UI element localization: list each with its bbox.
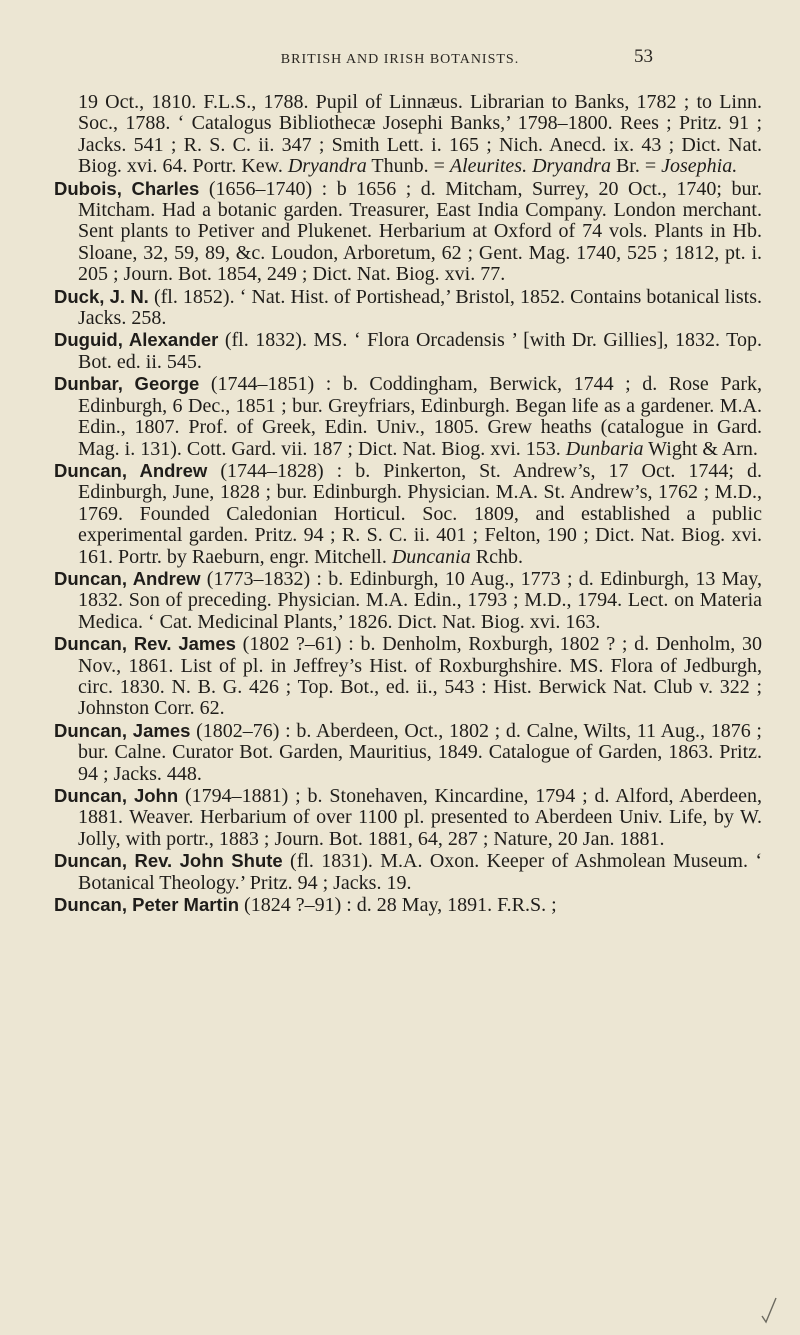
italic-taxon: Dunbaria [565, 437, 644, 460]
entry-text: (1824 ?–91) : d. 28 May, 1891. F.R.S. ; [239, 894, 557, 917]
botanist-name: Duguid, Alexander [54, 329, 219, 351]
entry-text: Rchb. [470, 545, 523, 568]
page-number: 53 [634, 46, 653, 67]
italic-taxon: Aleurites. Dryandra [449, 155, 611, 178]
botanist-name: Duck, J. N. [54, 285, 149, 307]
entry-text: (1802–76) : b. Aberdeen, Oct., 1802 ; d. Calne, Wilts, 11 Aug., 1876 ; bur. Calne. Curator Bot. Garden, Mauritius, 1849. Catalogue of Garden, 1863. Pritz. 94 ; Jacks. 448. [78, 719, 762, 785]
botanist-name: Duncan, Andrew [54, 459, 208, 481]
entry-list [54, 92, 762, 916]
entry-text: Br. = [610, 155, 662, 178]
botanist-entry [54, 720, 762, 785]
botanist-name: Duncan, Peter Martin [54, 894, 240, 916]
botanist-entry [54, 329, 762, 373]
italic-taxon: Dryandra [287, 155, 367, 178]
pencil-checkmark-icon [760, 1296, 778, 1324]
entry-text: (1744–1851) : b. Coddingham, Berwick, 1744 ; d. Rose Park, Edinburgh, 6 Dec., 1851 ; bur. Greyfriars, Edinburgh. Began life as a gardener. M.A. Edin., 1807. Prof. of Greek, Edin. Univ., 1805. Grew heaths (catalogue in Gard. Mag. i. 131). Cott. Gard. vii. 187 ; Dict. Nat. Biog. xvi. 153. [78, 373, 762, 460]
botanist-entry [54, 373, 762, 460]
botanist-entry [54, 850, 762, 894]
botanist-name: Dunbar, George [54, 373, 200, 395]
entry-text: (1744–1828) : b. Pinkerton, St. Andrew’s, 17 Oct. 1744; d. Edinburgh, June, 1828 ; bur. Edinburgh. Physician. M.A. St. Andrew’s, 1762 ; M.D., 1769. Founded Caledonian Horticul. Soc. 1809, and established a public experimental garden. Pritz. 94 ; R. S. C. ii. 401 ; Felton, 190 ; Dict. Nat. Biog. xvi. 161. Portr. by Raeburn, engr. Mitchell. [78, 459, 762, 568]
botanist-name: Duncan, James [54, 719, 191, 741]
botanist-name: Duncan, Andrew [54, 567, 201, 589]
botanist-entry [54, 460, 762, 568]
botanist-name: Duncan, Rev. James [54, 633, 236, 655]
italic-taxon: Duncania [391, 545, 471, 568]
botanist-entry [54, 568, 762, 633]
botanist-name: Duncan, Rev. John Shute [54, 850, 283, 872]
entry-text: (1794–1881) ; b. Stonehaven, Kincardine, 1794 ; d. Alford, Aberdeen, 1881. Weaver. Herbarium of over 1100 pl. presented to Aberdeen Univ. Life, by W. Jolly, with portr., 1883 ; Journ. Bot. 1881, 64, 287 ; Nature, 20 Jan. 1881. [78, 785, 762, 850]
entry-text: Thunb. = [366, 155, 450, 178]
entry-text: (fl. 1831). M.A. Oxon. Keeper of Ashmolean Museum. ‘ Botanical Theology.’ Pritz. 94 ; Jacks. 19. [78, 850, 762, 894]
entry-text: (fl. 1832). MS. ‘ Flora Orcadensis ’ [with Dr. Gillies], 1832. Top. Bot. ed. ii. 545. [78, 329, 762, 373]
botanist-entry [54, 785, 762, 850]
entry-text: 19 Oct., 1810. F.L.S., 1788. Pupil of Linnæus. Librarian to Banks, 1782 ; to Linn. Soc., 1788. ‘ Catalogus Bibliothecæ Josephi Banks,’ 1798–1800. Rees ; Pritz. 91 ; Jacks. 541 ; R. S. C. ii. 347 ; Smith Lett. i. 165 ; Nich. Anecd. ix. 43 ; Dict. Nat. Biog. xvi. 64. Portr. Kew. [78, 91, 762, 178]
entry-text: (1773–1832) : b. Edinburgh, 10 Aug., 1773 ; d. Edinburgh, 13 May, 1832. Son of preceding. Physician. M.A. Edin., 1793 ; M.D., 1794. Lect. on Materia Medica. ‘ Cat. Medicinal Plants,’ 1826. Dict. Nat. Biog. xvi. 163. [78, 567, 762, 633]
entry-text: (1656–1740) : b 1656 ; d. Mitcham, Surrey, 20 Oct., 1740; bur. Mitcham. Had a botanic garden. Treasurer, East India Company. London merchant. Sent plants to Petiver and Plukenet. Herbarium at Oxford of 74 vols. Plants in Hb. Sloane, 32, 59, 89, &c. Loudon, Arboretum, 62 ; Gent. Mag. 1740, 525 ; 1812, pt. i. 205 ; Journ. Bot. 1854, 249 ; Dict. Nat. Biog. xvi. 77. [78, 177, 762, 286]
entry-text: Wight & Arn. [643, 437, 758, 460]
botanist-entry [54, 633, 762, 720]
botanist-entry [54, 286, 762, 330]
botanist-entry [54, 178, 762, 286]
running-title: BRITISH AND IRISH BOTANISTS. [280, 52, 520, 67]
botanist-name: Dubois, Charles [54, 177, 200, 199]
entry-text: (fl. 1852). ‘ Nat. Hist. of Portishead,’ Bristol, 1852. Contains botanical lists. Jacks. 258. [78, 285, 762, 330]
botanist-entry [54, 92, 762, 178]
botanist-entry [54, 894, 762, 916]
italic-taxon: Josephia. [661, 155, 738, 178]
entry-text: (1802 ?–61) : b. Denholm, Roxburgh, 1802 ? ; d. Denholm, 30 Nov., 1861. List of pl. in Jeffrey’s Hist. of Roxburghshire. MS. Flora of Jedburgh, circ. 1830. N. B. G. 426 ; Top. Bot., ed. ii., 543 : Hist. Berwick Nat. Club v. 322 ; Johnston Corr. 62. [78, 633, 762, 720]
botanist-name: Duncan, John [54, 785, 179, 806]
